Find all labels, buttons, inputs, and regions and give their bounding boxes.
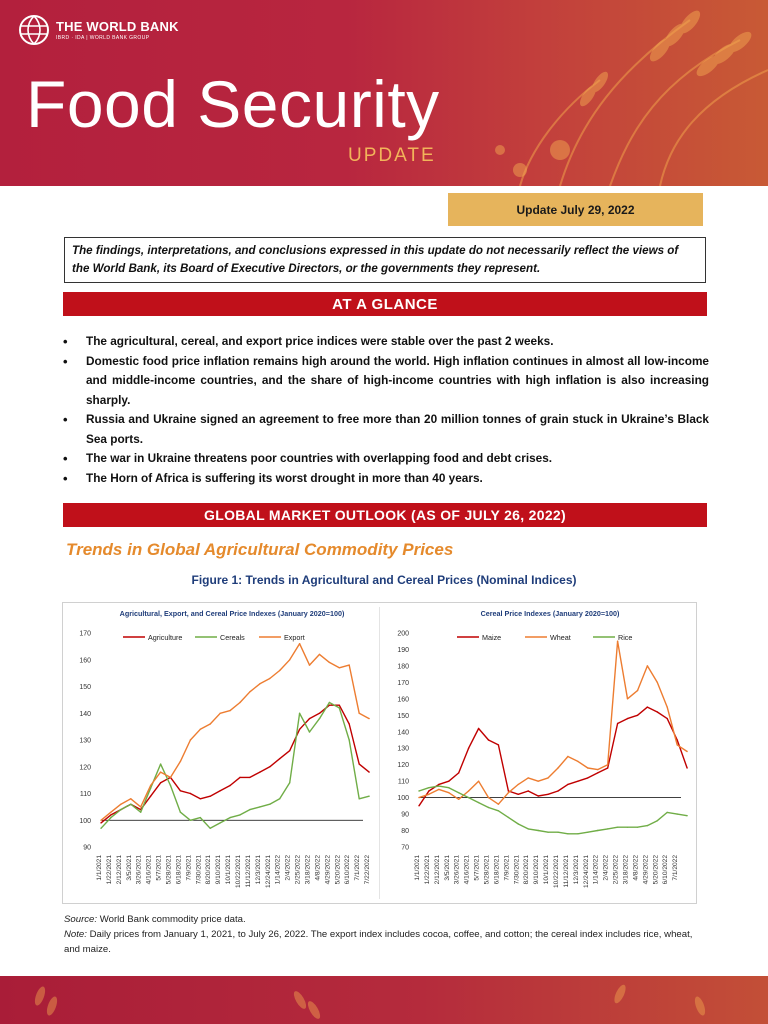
data-point xyxy=(180,812,181,813)
y-tick-label: 180 xyxy=(397,663,409,671)
x-tick-label: 5/7/2021 xyxy=(473,855,481,881)
source-label: Source: xyxy=(64,914,98,925)
data-point xyxy=(617,723,618,724)
data-point xyxy=(567,833,568,834)
data-point xyxy=(428,790,429,791)
data-point xyxy=(329,702,330,703)
y-tick-label: 160 xyxy=(397,696,409,704)
data-point xyxy=(597,830,598,831)
x-tick-label: 5/20/2022 xyxy=(652,855,660,885)
data-point xyxy=(319,654,320,655)
x-tick-label: 6/18/2021 xyxy=(175,855,183,885)
figure-title: Figure 1: Trends in Agricultural and Cereal Prices (Nominal Indices) xyxy=(191,573,577,587)
data-point xyxy=(657,682,658,683)
x-tick-label: 1/22/2021 xyxy=(105,855,113,885)
data-point xyxy=(637,827,638,828)
data-point xyxy=(329,705,330,706)
x-tick-label: 10/22/2021 xyxy=(235,855,242,889)
data-point xyxy=(200,817,201,818)
data-point xyxy=(339,667,340,668)
data-point xyxy=(190,793,191,794)
data-point xyxy=(200,798,201,799)
data-point xyxy=(239,777,240,778)
data-point xyxy=(577,761,578,762)
legend-label: Wheat xyxy=(550,633,571,642)
list-item: • Russia and Ukraine signed an agreement to free more than 20 million tonnes of grain stuck in Ukraine’s Black Sea ports. xyxy=(63,410,709,449)
data-point xyxy=(617,827,618,828)
data-point xyxy=(100,828,101,829)
wheat-footer-decoration xyxy=(0,976,768,1024)
data-point xyxy=(309,731,310,732)
x-tick-label: 4/8/2022 xyxy=(314,855,322,881)
x-tick-label: 1/14/2022 xyxy=(592,855,600,885)
x-tick-label: 6/10/2022 xyxy=(662,855,670,885)
data-point xyxy=(468,748,469,749)
note-line xyxy=(64,927,704,957)
data-point xyxy=(547,794,548,795)
x-tick-label: 7/9/2021 xyxy=(503,855,511,881)
x-tick-label: 5/28/2021 xyxy=(483,855,491,885)
x-tick-label: 1/14/2022 xyxy=(274,855,282,885)
x-tick-label: 4/29/2022 xyxy=(324,855,332,885)
x-tick-label: 5/20/2022 xyxy=(334,855,342,885)
data-point xyxy=(538,781,539,782)
data-point xyxy=(498,744,499,745)
legend-label: Export xyxy=(284,633,305,642)
x-tick-label: 2/4/2022 xyxy=(284,855,292,881)
data-point xyxy=(368,796,369,797)
data-point xyxy=(528,828,529,829)
x-tick-label: 7/9/2021 xyxy=(185,855,193,881)
data-point xyxy=(140,812,141,813)
legend-label: Agriculture xyxy=(148,633,183,642)
x-tick-label: 7/1/2022 xyxy=(672,855,680,881)
data-point xyxy=(190,820,191,821)
data-point xyxy=(607,828,608,829)
globe-icon xyxy=(18,14,50,46)
data-point xyxy=(627,718,628,719)
global-outlook-heading: GLOBAL MARKET OUTLOOK (AS OF JULY 26, 2022) xyxy=(63,503,707,527)
x-tick-label: 12/24/2021 xyxy=(264,855,272,889)
y-tick-label: 110 xyxy=(397,778,409,786)
y-tick-label: 100 xyxy=(397,795,409,803)
data-point xyxy=(458,772,459,773)
data-point xyxy=(239,814,240,815)
y-tick-label: 120 xyxy=(79,764,91,772)
data-point xyxy=(349,664,350,665)
data-point xyxy=(150,785,151,786)
x-tick-label: 2/25/2022 xyxy=(294,855,302,885)
data-point xyxy=(329,662,330,663)
source-note xyxy=(64,912,704,957)
x-tick-label: 6/18/2021 xyxy=(493,855,501,885)
data-point xyxy=(686,767,687,768)
data-point xyxy=(319,718,320,719)
data-point xyxy=(508,792,509,793)
data-point xyxy=(160,782,161,783)
data-point xyxy=(210,796,211,797)
y-tick-label: 170 xyxy=(397,679,409,687)
x-tick-label: 4/16/2021 xyxy=(145,855,153,885)
data-point xyxy=(657,711,658,712)
series-line-export xyxy=(101,644,369,821)
data-point xyxy=(438,785,439,786)
x-tick-label: 1/22/2021 xyxy=(423,855,431,885)
data-point xyxy=(299,713,300,714)
data-point xyxy=(438,784,439,785)
data-point xyxy=(239,702,240,703)
x-tick-label: 3/5/2021 xyxy=(443,855,451,881)
y-tick-label: 130 xyxy=(397,745,409,753)
data-point xyxy=(309,718,310,719)
data-point xyxy=(359,798,360,799)
x-tick-label: 5/7/2021 xyxy=(155,855,163,881)
data-point xyxy=(557,832,558,833)
chart-divider xyxy=(379,607,380,899)
data-point xyxy=(210,723,211,724)
list-item: • The war in Ukraine threatens poor countries with overlapping food and debt crises. xyxy=(63,449,709,469)
x-tick-label: 7/30/2021 xyxy=(513,855,521,885)
data-point xyxy=(368,718,369,719)
data-point xyxy=(528,777,529,778)
data-point xyxy=(279,670,280,671)
y-tick-label: 150 xyxy=(79,684,91,691)
x-tick-label: 3/18/2022 xyxy=(304,855,312,885)
chart-title: Agricultural, Export, and Cereal Price Indexes (January 2020=100) xyxy=(119,609,345,618)
data-point xyxy=(637,690,638,691)
org-name: THE WORLD BANK xyxy=(56,19,179,34)
data-point xyxy=(428,787,429,788)
source-text: World Bank commodity price data. xyxy=(97,914,246,925)
x-tick-label: 5/28/2021 xyxy=(165,855,173,885)
figure-frame xyxy=(62,602,697,904)
data-point xyxy=(597,772,598,773)
data-point xyxy=(418,797,419,798)
data-point xyxy=(180,790,181,791)
data-point xyxy=(269,804,270,805)
data-point xyxy=(478,802,479,803)
series-line-cereals xyxy=(101,703,369,829)
data-point xyxy=(160,763,161,764)
data-point xyxy=(468,790,469,791)
data-point xyxy=(538,830,539,831)
data-point xyxy=(647,825,648,826)
data-point xyxy=(359,763,360,764)
data-point xyxy=(647,706,648,707)
data-point xyxy=(567,784,568,785)
data-point xyxy=(637,715,638,716)
data-point xyxy=(289,750,290,751)
header-banner xyxy=(0,0,768,186)
data-point xyxy=(190,739,191,740)
data-point xyxy=(686,751,687,752)
data-point xyxy=(100,822,101,823)
data-point xyxy=(100,820,101,821)
data-point xyxy=(607,764,608,765)
data-point xyxy=(279,798,280,799)
data-point xyxy=(478,781,479,782)
data-point xyxy=(488,807,489,808)
y-tick-label: 130 xyxy=(79,737,91,745)
disclaimer-box: The findings, interpretations, and conclusions expressed in this update do not necessarily reflect the views of the World Bank, its Board of Executive Directors, or the governments they represent. xyxy=(64,237,706,283)
at-a-glance-heading: AT A GLANCE xyxy=(63,292,707,316)
y-tick-label: 150 xyxy=(397,712,409,720)
org-subtitle: IBRD · IDA | WORLD BANK GROUP xyxy=(56,35,150,41)
data-point xyxy=(587,777,588,778)
list-item: • Domestic food price inflation remains high around the world. High inflation continues in almost all low-income and middle-income countries, and the share of high-income countries with high inflation is also increasing sharply. xyxy=(63,352,709,411)
data-point xyxy=(677,744,678,745)
x-tick-label: 9/10/2021 xyxy=(533,855,541,885)
data-point xyxy=(458,799,459,800)
y-tick-label: 200 xyxy=(397,630,409,638)
data-point xyxy=(210,828,211,829)
x-tick-label: 2/12/2021 xyxy=(433,855,441,885)
data-point xyxy=(349,739,350,740)
data-point xyxy=(220,790,221,791)
data-point xyxy=(220,713,221,714)
data-point xyxy=(269,766,270,767)
data-point xyxy=(577,833,578,834)
data-point xyxy=(627,698,628,699)
data-point xyxy=(627,827,628,828)
data-point xyxy=(597,769,598,770)
x-tick-label: 12/24/2021 xyxy=(582,855,590,889)
y-tick-label: 190 xyxy=(397,646,409,654)
data-point xyxy=(259,806,260,807)
x-tick-label: 1/1/2021 xyxy=(96,855,103,881)
x-tick-label: 2/4/2022 xyxy=(602,855,610,881)
chart-title: Cereal Price Indexes (January 2020=100) xyxy=(480,609,620,618)
x-tick-label: 3/26/2021 xyxy=(453,855,461,885)
data-point xyxy=(657,820,658,821)
data-point xyxy=(289,659,290,660)
data-point xyxy=(448,781,449,782)
data-point xyxy=(667,812,668,813)
y-tick-label: 80 xyxy=(401,828,409,836)
data-point xyxy=(428,794,429,795)
x-tick-label: 12/3/2021 xyxy=(254,855,262,885)
data-point xyxy=(140,806,141,807)
data-point xyxy=(567,756,568,757)
at-a-glance-list xyxy=(63,332,709,488)
data-point xyxy=(438,789,439,790)
data-point xyxy=(150,796,151,797)
data-point xyxy=(319,713,320,714)
x-tick-label: 6/10/2022 xyxy=(344,855,352,885)
x-tick-label: 10/1/2021 xyxy=(225,855,233,885)
y-tick-label: 90 xyxy=(401,811,409,819)
data-point xyxy=(667,718,668,719)
trends-title: Trends in Global Agricultural Commodity Prices xyxy=(66,540,454,559)
data-point xyxy=(130,804,131,805)
data-point xyxy=(259,683,260,684)
data-point xyxy=(547,832,548,833)
data-point xyxy=(299,643,300,644)
x-tick-label: 3/26/2021 xyxy=(135,855,143,885)
data-point xyxy=(448,787,449,788)
data-point xyxy=(180,761,181,762)
x-tick-label: 10/1/2021 xyxy=(543,855,551,885)
x-tick-label: 3/5/2021 xyxy=(125,855,133,881)
x-tick-label: 7/30/2021 xyxy=(195,855,203,885)
data-point xyxy=(220,822,221,823)
data-point xyxy=(249,691,250,692)
data-point xyxy=(557,767,558,768)
data-point xyxy=(448,792,449,793)
list-item: • The agricultural, cereal, and export price indices were stable over the past 2 weeks. xyxy=(63,332,709,352)
note-label: Note: xyxy=(64,929,87,940)
y-tick-label: 100 xyxy=(79,817,91,825)
series-line-maize xyxy=(419,707,687,806)
y-tick-label: 170 xyxy=(79,630,91,638)
update-date-badge: Update July 29, 2022 xyxy=(448,193,703,226)
world-bank-logo xyxy=(18,14,179,46)
legend-label: Cereals xyxy=(220,633,245,642)
x-tick-label: 10/22/2021 xyxy=(553,855,560,889)
x-tick-label: 3/18/2022 xyxy=(622,855,630,885)
data-point xyxy=(577,781,578,782)
x-tick-label: 2/25/2022 xyxy=(612,855,620,885)
data-point xyxy=(229,785,230,786)
data-point xyxy=(478,728,479,729)
data-point xyxy=(498,804,499,805)
data-point xyxy=(538,795,539,796)
x-tick-label: 7/22/2022 xyxy=(364,855,372,885)
y-tick-label: 110 xyxy=(79,791,91,798)
x-tick-label: 7/1/2022 xyxy=(354,855,362,881)
x-tick-label: 8/20/2021 xyxy=(523,855,531,885)
page-subtitle: UPDATE xyxy=(348,145,436,166)
y-tick-label: 140 xyxy=(79,710,91,718)
data-point xyxy=(368,771,369,772)
y-tick-label: 120 xyxy=(397,762,409,770)
x-tick-label: 4/16/2021 xyxy=(463,855,471,885)
cereal-price-chart xyxy=(381,603,697,903)
data-point xyxy=(299,729,300,730)
data-point xyxy=(349,723,350,724)
data-point xyxy=(686,815,687,816)
x-tick-label: 4/29/2022 xyxy=(642,855,650,885)
data-point xyxy=(339,705,340,706)
data-point xyxy=(458,792,459,793)
data-point xyxy=(518,784,519,785)
data-point xyxy=(677,813,678,814)
data-point xyxy=(647,665,648,666)
data-point xyxy=(339,707,340,708)
x-tick-label: 11/12/2021 xyxy=(562,855,570,888)
data-point xyxy=(488,739,489,740)
data-point xyxy=(279,758,280,759)
agri-price-chart xyxy=(63,603,379,903)
data-point xyxy=(160,771,161,772)
y-tick-label: 160 xyxy=(79,657,91,665)
data-point xyxy=(508,817,509,818)
data-point xyxy=(418,805,419,806)
data-point xyxy=(587,832,588,833)
legend-label: Maize xyxy=(482,633,502,642)
data-point xyxy=(667,706,668,707)
data-point xyxy=(229,817,230,818)
data-point xyxy=(110,817,111,818)
data-point xyxy=(259,771,260,772)
data-point xyxy=(547,777,548,778)
data-point xyxy=(249,777,250,778)
data-point xyxy=(170,785,171,786)
x-tick-label: 4/8/2022 xyxy=(632,855,640,881)
x-tick-label: 8/20/2021 xyxy=(205,855,213,885)
y-tick-label: 90 xyxy=(83,844,91,852)
data-point xyxy=(587,767,588,768)
data-point xyxy=(229,710,230,711)
data-point xyxy=(488,797,489,798)
data-point xyxy=(110,812,111,813)
data-point xyxy=(518,794,519,795)
x-tick-label: 1/1/2021 xyxy=(414,855,421,881)
y-tick-label: 70 xyxy=(401,844,409,852)
data-point xyxy=(309,664,310,665)
data-point xyxy=(498,810,499,811)
data-point xyxy=(607,767,608,768)
data-point xyxy=(359,713,360,714)
x-tick-label: 9/10/2021 xyxy=(215,855,223,885)
data-point xyxy=(249,809,250,810)
list-item: • The Horn of Africa is suffering its worst drought in more than 40 years. xyxy=(63,469,709,489)
x-tick-label: 2/12/2021 xyxy=(115,855,123,885)
x-tick-label: 12/3/2021 xyxy=(572,855,580,885)
data-point xyxy=(110,814,111,815)
data-point xyxy=(269,678,270,679)
y-tick-label: 140 xyxy=(397,729,409,737)
note-text: Daily prices from January 1, 2021, to July 26, 2022. The export index includes cocoa, coffee, and cotton; the cereal index includes rice, wheat, and maize. xyxy=(64,929,693,955)
data-point xyxy=(120,809,121,810)
x-tick-label: 11/12/2021 xyxy=(244,855,252,888)
data-point xyxy=(130,798,131,799)
data-point xyxy=(200,729,201,730)
data-point xyxy=(528,790,529,791)
data-point xyxy=(170,777,171,778)
data-point xyxy=(418,790,419,791)
data-point xyxy=(120,804,121,805)
data-point xyxy=(557,790,558,791)
data-point xyxy=(289,782,290,783)
footer-banner xyxy=(0,976,768,1024)
data-point xyxy=(468,797,469,798)
source-line xyxy=(64,912,704,927)
data-point xyxy=(617,641,618,642)
page-title: Food Security xyxy=(26,67,440,141)
legend-label: Rice xyxy=(618,633,633,642)
data-point xyxy=(518,823,519,824)
